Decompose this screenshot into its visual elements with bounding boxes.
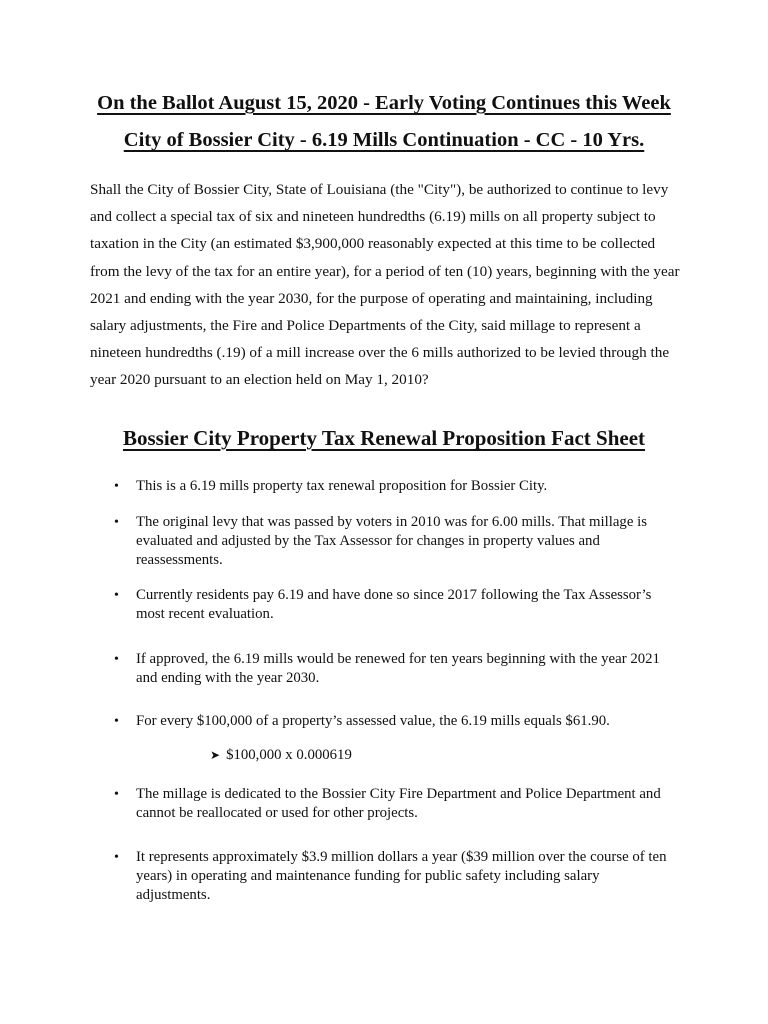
fact-bullet [114,848,696,905]
fact-bullet [114,586,696,624]
fact-text-line: For every $100,000 of a property’s assessed value, the 6.19 mills equals $61.90. [136,713,610,729]
ballot-question-line: and collect a special tax of six and nineteen hundredths (6.19) mills on all property subject to [90,208,656,226]
fact-bullet [114,712,696,731]
fact-text-line: most recent evaluation. [136,606,274,622]
ballot-question-line: salary adjustments, the Fire and Police Departments of the City, said millage to represent a [90,317,641,335]
bullet-icon: • [114,588,119,603]
bullet-icon: • [114,850,119,865]
ballot-heading: On the Ballot August 15, 2020 - Early Voting Continues this Week [97,92,671,114]
bullet-icon: • [114,479,119,494]
bullet-icon: • [114,787,119,802]
calculation-text: $100,000 x 0.000619 [226,747,352,763]
fact-text-line: It represents approximately $3.9 million dollars a year ($39 million over the course of ten [136,849,667,865]
fact-sheet-title: Bossier City Property Tax Renewal Proposition Fact Sheet [122,426,646,450]
bullet-icon: • [114,652,119,667]
ballot-question-line: 2021 and ending with the year 2030, for the purpose of operating and maintaining, including [90,289,653,307]
ballot-question-line: nineteen hundredths (.19) of a mill increase over the 6 mills authorized to be levied through the [90,344,670,362]
fact-text-line: This is a 6.19 mills property tax renewal proposition for Bossier City. [136,478,548,494]
bullet-icon: • [114,515,119,530]
fact-bullet [114,650,696,688]
fact-bullet [114,785,696,823]
calculation-sub-item [210,746,352,765]
fact-text-line: reassessments. [136,552,223,568]
fact-text-line: The millage is dedicated to the Bossier City Fire Department and Police Department and [136,786,661,802]
fact-bullet [114,513,696,570]
fact-text-line: evaluated and adjusted by the Tax Assessor for changes in property values and [136,533,600,549]
fact-text-line: adjustments. [136,887,211,903]
arrow-bullet-icon: ➤ [210,748,221,762]
ballot-question-line: taxation in the City (an estimated $3,900,000 reasonably expected at this time to be collected [90,235,656,253]
fact-text-line: cannot be reallocated or used for other projects. [136,805,418,821]
ballot-question-line: from the levy of the tax for an entire year), for a period of ten (10) years, beginning with the year [90,262,680,280]
proposition-heading: City of Bossier City - 6.19 Mills Continuation - CC - 10 Yrs. [123,129,645,151]
fact-text-line: The original levy that was passed by voters in 2010 was for 6.00 mills. That millage is [136,514,647,530]
ballot-question [90,176,680,394]
ballot-question-line: Shall the City of Bossier City, State of Louisiana (the "City"), be authorized to continue to levy [90,181,669,198]
fact-text-line: Currently residents pay 6.19 and have done so since 2017 following the Tax Assessor’s [136,587,652,603]
bullet-icon: • [114,714,119,729]
fact-bullet [114,477,696,496]
ballot-question-line: year 2020 pursuant to an election held on May 1, 2010? [90,371,429,389]
fact-text-line: If approved, the 6.19 mills would be renewed for ten years beginning with the year 2021 [136,651,660,667]
fact-text-line: years) in operating and maintenance funding for public safety including salary [136,868,600,884]
fact-text-line: and ending with the year 2030. [136,670,320,686]
